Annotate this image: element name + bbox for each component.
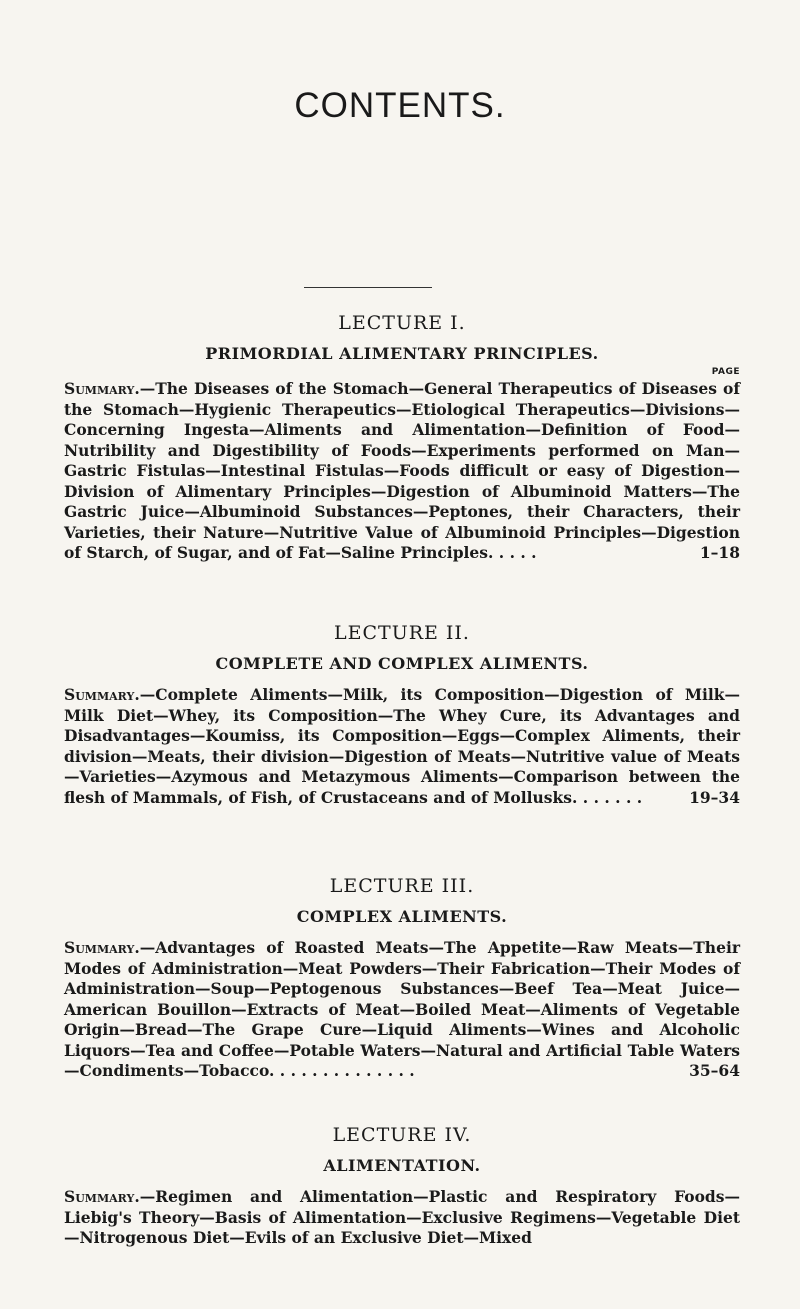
lecture-3: [64, 875, 740, 1082]
lecture-1: [64, 312, 740, 564]
summary-lead: Summary.: [64, 1187, 140, 1206]
summary-lead: Summary.: [64, 938, 140, 957]
page-title: CONTENTS.: [294, 86, 506, 125]
lecture-subtitle: COMPLETE AND COMPLEX ALIMENTS.: [215, 654, 589, 673]
lecture-summary: [64, 379, 740, 564]
lecture-4: [64, 1124, 740, 1249]
page-range: 35–64: [689, 1061, 740, 1080]
summary-lead: Summary.: [64, 379, 140, 398]
summary-text: —Regimen and Alimentation—Plastic and Respiratory Foods—Liebig's Theory—Basis of Alimentation—Exclusive Regimens—Vegetable Diet—Nitrogenous Diet—Evils of an Exclusive Diet—Mixed: [64, 1187, 740, 1247]
page-column-label: PAGE: [711, 367, 740, 377]
page-range: 19–34: [689, 787, 740, 807]
summary-text: —Advantages of Roasted Meats—The Appetite—Raw Meats—Their Modes of Administration—Meat Powders—Their Fabrication—Their Modes of Administration—Soup—Peptogenous Substances—Beef Tea—Meat Juice—American Bouillon—Extracts of Meat—Boiled Meat—Aliments of Vegetable Origin—Bread—The Grape Cure—Liquid Aliments—Wines and Alcoholic Liquors—Tea and Coffee—Potable Waters—Natural and Artificial Table Waters—Condiments—Tobacco. . . . . . . . . . . . . .: [64, 938, 740, 1080]
summary-text: —Complete Aliments—Milk, its Composition—Digestion of Milk—Milk Diet—Whey, its Composition—The Whey Cure, its Advantages and Disadvantages—Koumiss, its Composition—Eggs—Complex Aliments, their division—Meats, their division—Digestion of Meats—Nutritive value of Meats—Varieties—Azymous and Metazymous Aliments—Comparison between the flesh of Mammals, of Fish, of Crustaceans and of Mollusks. . . . . . .: [64, 685, 740, 807]
lecture-summary: [64, 685, 740, 808]
title-divider: [304, 287, 432, 288]
lecture-summary: [64, 1187, 740, 1249]
lecture-heading: LECTURE III.: [329, 875, 475, 897]
lecture-subtitle: COMPLEX ALIMENTS.: [296, 907, 508, 926]
lecture-2: [64, 622, 740, 808]
summary-lead: Summary.: [64, 685, 140, 704]
summary-text: —The Diseases of the Stomach—General Therapeutics of Diseases of the Stomach—Hygienic Therapeutics—Etiological Therapeutics—Divisions—Concerning Ingesta—Aliments and Alimentation—Definition of Food—Nutribility and Digestibility of Foods—Experiments performed on Man—Gastric Fistulas—Intestinal Fistulas—Foods difficult or easy of Digestion—Division of Alimentary Principles—Digestion of Albuminoid Matters—The Gastric Juice—Albuminoid Substances—Peptones, their Characters, their Varieties, their Nature—Nutritive Value of Albuminoid Principles—Digestion of Starch, of Sugar, and of Fat—Saline Principles. . . . .: [64, 379, 740, 562]
lecture-summary: [64, 938, 740, 1082]
lecture-subtitle: ALIMENTATION.: [323, 1156, 481, 1175]
lecture-heading: LECTURE I.: [338, 312, 466, 334]
page-range: 1–18: [699, 543, 740, 562]
lecture-heading: LECTURE II.: [334, 622, 470, 644]
lecture-subtitle: PRIMORDIAL ALIMENTARY PRINCIPLES.: [205, 344, 599, 363]
lecture-heading: LECTURE IV.: [332, 1124, 472, 1146]
